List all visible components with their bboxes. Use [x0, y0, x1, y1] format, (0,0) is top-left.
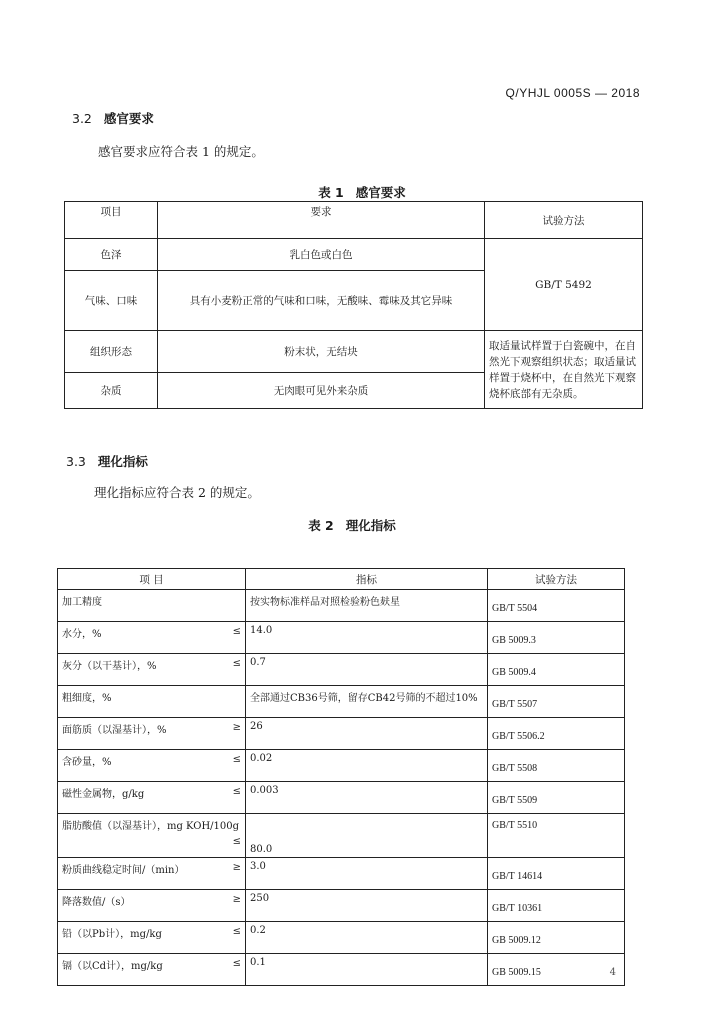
caption-title: 感官要求	[355, 185, 406, 200]
table-row	[58, 718, 625, 750]
table-row	[65, 239, 643, 271]
comparison-symbol: ≤	[232, 836, 241, 847]
method-cell: GB/T 5508	[488, 750, 625, 782]
table-header-row	[58, 569, 625, 590]
item-label: 灰分（以干基计），%	[62, 661, 157, 672]
section-title: 感官要求	[103, 111, 154, 126]
caption-number: 表 1	[318, 185, 344, 200]
method-cell: 取适量试样置于白瓷碗中，在自然光下观察组织状态；取适量试样置于烧杯中，在自然光下观察烧杯底部有无杂质。	[485, 331, 643, 409]
method-cell: GB/T 5507	[488, 686, 625, 718]
method-cell: GB 5009.12	[488, 922, 625, 954]
item-cell: 组织形态	[65, 331, 158, 373]
method-cell: GB 5009.4	[488, 654, 625, 686]
item-cell	[58, 750, 246, 782]
comparison-symbol: ≥	[232, 722, 241, 733]
item-cell	[58, 814, 246, 858]
item-label: 脂肪酸值（以湿基计），mg KOH/100g	[62, 821, 240, 832]
value-cell: 0.1	[246, 954, 488, 986]
physicochemical-indicators-table	[57, 568, 625, 986]
item-cell	[58, 654, 246, 686]
requirement-cell: 无肉眼可见外来杂质	[158, 373, 485, 409]
method-cell: GB 5009.3	[488, 622, 625, 654]
value-cell: 26	[246, 718, 488, 750]
item-cell	[58, 890, 246, 922]
comparison-symbol: ≥	[232, 862, 241, 873]
item-label: 粗细度，%	[62, 693, 112, 704]
method-cell: GB/T 5492	[485, 239, 643, 331]
page-number: 4	[609, 967, 616, 978]
item-label: 粉质曲线稳定时间/（min）	[62, 865, 185, 876]
column-header: 项目	[65, 202, 158, 239]
method-cell: GB/T 10361	[488, 890, 625, 922]
table-row	[65, 331, 643, 373]
comparison-symbol: ≤	[232, 926, 241, 937]
value-cell: 0.2	[246, 922, 488, 954]
table-row	[58, 686, 625, 718]
section-number: 3.2	[72, 111, 92, 126]
table-row	[58, 814, 625, 858]
requirement-cell: 具有小麦粉正常的气味和口味，无酸味、霉味及其它异味	[158, 271, 485, 331]
item-label: 水分，%	[62, 629, 102, 640]
comparison-symbol: ≤	[232, 754, 241, 765]
table1-caption	[0, 183, 724, 201]
item-cell: 气味、口味	[65, 271, 158, 331]
method-cell: GB/T 14614	[488, 858, 625, 890]
table-row	[58, 590, 625, 622]
table-row	[58, 782, 625, 814]
comparison-symbol: ≥	[232, 894, 241, 905]
table-row	[58, 654, 625, 686]
value-cell: 0.02	[246, 750, 488, 782]
table-row	[58, 890, 625, 922]
method-cell: GB/T 5510	[488, 814, 625, 858]
comparison-symbol: ≤	[232, 786, 241, 797]
item-cell	[58, 782, 246, 814]
column-header: 项 目	[58, 569, 246, 590]
item-label: 镉（以Cd计），mg/kg	[62, 961, 163, 972]
table-row	[58, 922, 625, 954]
method-cell: GB/T 5509	[488, 782, 625, 814]
section-3-2-text: 感官要求应符合表 1 的规定。	[98, 144, 264, 159]
item-cell	[58, 590, 246, 622]
comparison-symbol: ≤	[232, 958, 241, 969]
value-cell: 250	[246, 890, 488, 922]
table2-caption	[0, 516, 714, 534]
sensory-requirements-table	[64, 201, 643, 409]
item-label: 含砂量，%	[62, 757, 112, 768]
table-row	[58, 858, 625, 890]
item-cell	[58, 622, 246, 654]
item-label: 面筋质（以湿基计），%	[62, 725, 167, 736]
item-label: 磁性金属物，g/kg	[62, 789, 145, 800]
section-3-2-heading	[72, 109, 154, 127]
section-number: 3.3	[66, 454, 86, 469]
column-header: 指标	[246, 569, 488, 590]
caption-title: 理化指标	[345, 518, 396, 533]
method-cell: GB/T 5504	[488, 590, 625, 622]
comparison-symbol: ≤	[232, 626, 241, 637]
value-cell: 0.003	[246, 782, 488, 814]
table-row	[58, 622, 625, 654]
item-cell: 杂质	[65, 373, 158, 409]
item-cell: 色泽	[65, 239, 158, 271]
item-label: 加工精度	[62, 597, 102, 608]
column-header: 试验方法	[485, 202, 643, 239]
value-cell: 3.0	[246, 858, 488, 890]
caption-number: 表 2	[308, 518, 334, 533]
table-header-row	[65, 202, 643, 239]
value-cell: 0.7	[246, 654, 488, 686]
section-3-3-heading	[66, 452, 148, 470]
column-header: 试验方法	[488, 569, 625, 590]
section-3-3-text: 理化指标应符合表 2 的规定。	[94, 485, 260, 500]
value-cell: 全部通过CB36号筛，留存CB42号筛的不超过10%	[246, 686, 488, 718]
column-header: 要求	[158, 202, 485, 239]
section-title: 理化指标	[97, 454, 148, 469]
item-cell	[58, 858, 246, 890]
value-cell: 14.0	[246, 622, 488, 654]
item-cell	[58, 686, 246, 718]
requirement-cell: 乳白色或白色	[158, 239, 485, 271]
table-row	[58, 750, 625, 782]
method-cell: GB/T 5506.2	[488, 718, 625, 750]
item-cell	[58, 922, 246, 954]
table-row	[58, 954, 625, 986]
item-label: 降落数值/（s）	[62, 897, 131, 908]
standard-code: Q/YHJL 0005S — 2018	[505, 86, 640, 100]
comparison-symbol: ≤	[232, 658, 241, 669]
value-cell: 按实物标准样品对照检验粉色麸星	[246, 590, 488, 622]
item-label: 铅（以Pb计），mg/kg	[62, 929, 162, 940]
method-cell: GB 5009.15	[488, 954, 625, 986]
value-cell: 80.0	[246, 814, 488, 858]
item-cell	[58, 718, 246, 750]
requirement-cell: 粉末状，无结块	[158, 331, 485, 373]
item-cell	[58, 954, 246, 986]
